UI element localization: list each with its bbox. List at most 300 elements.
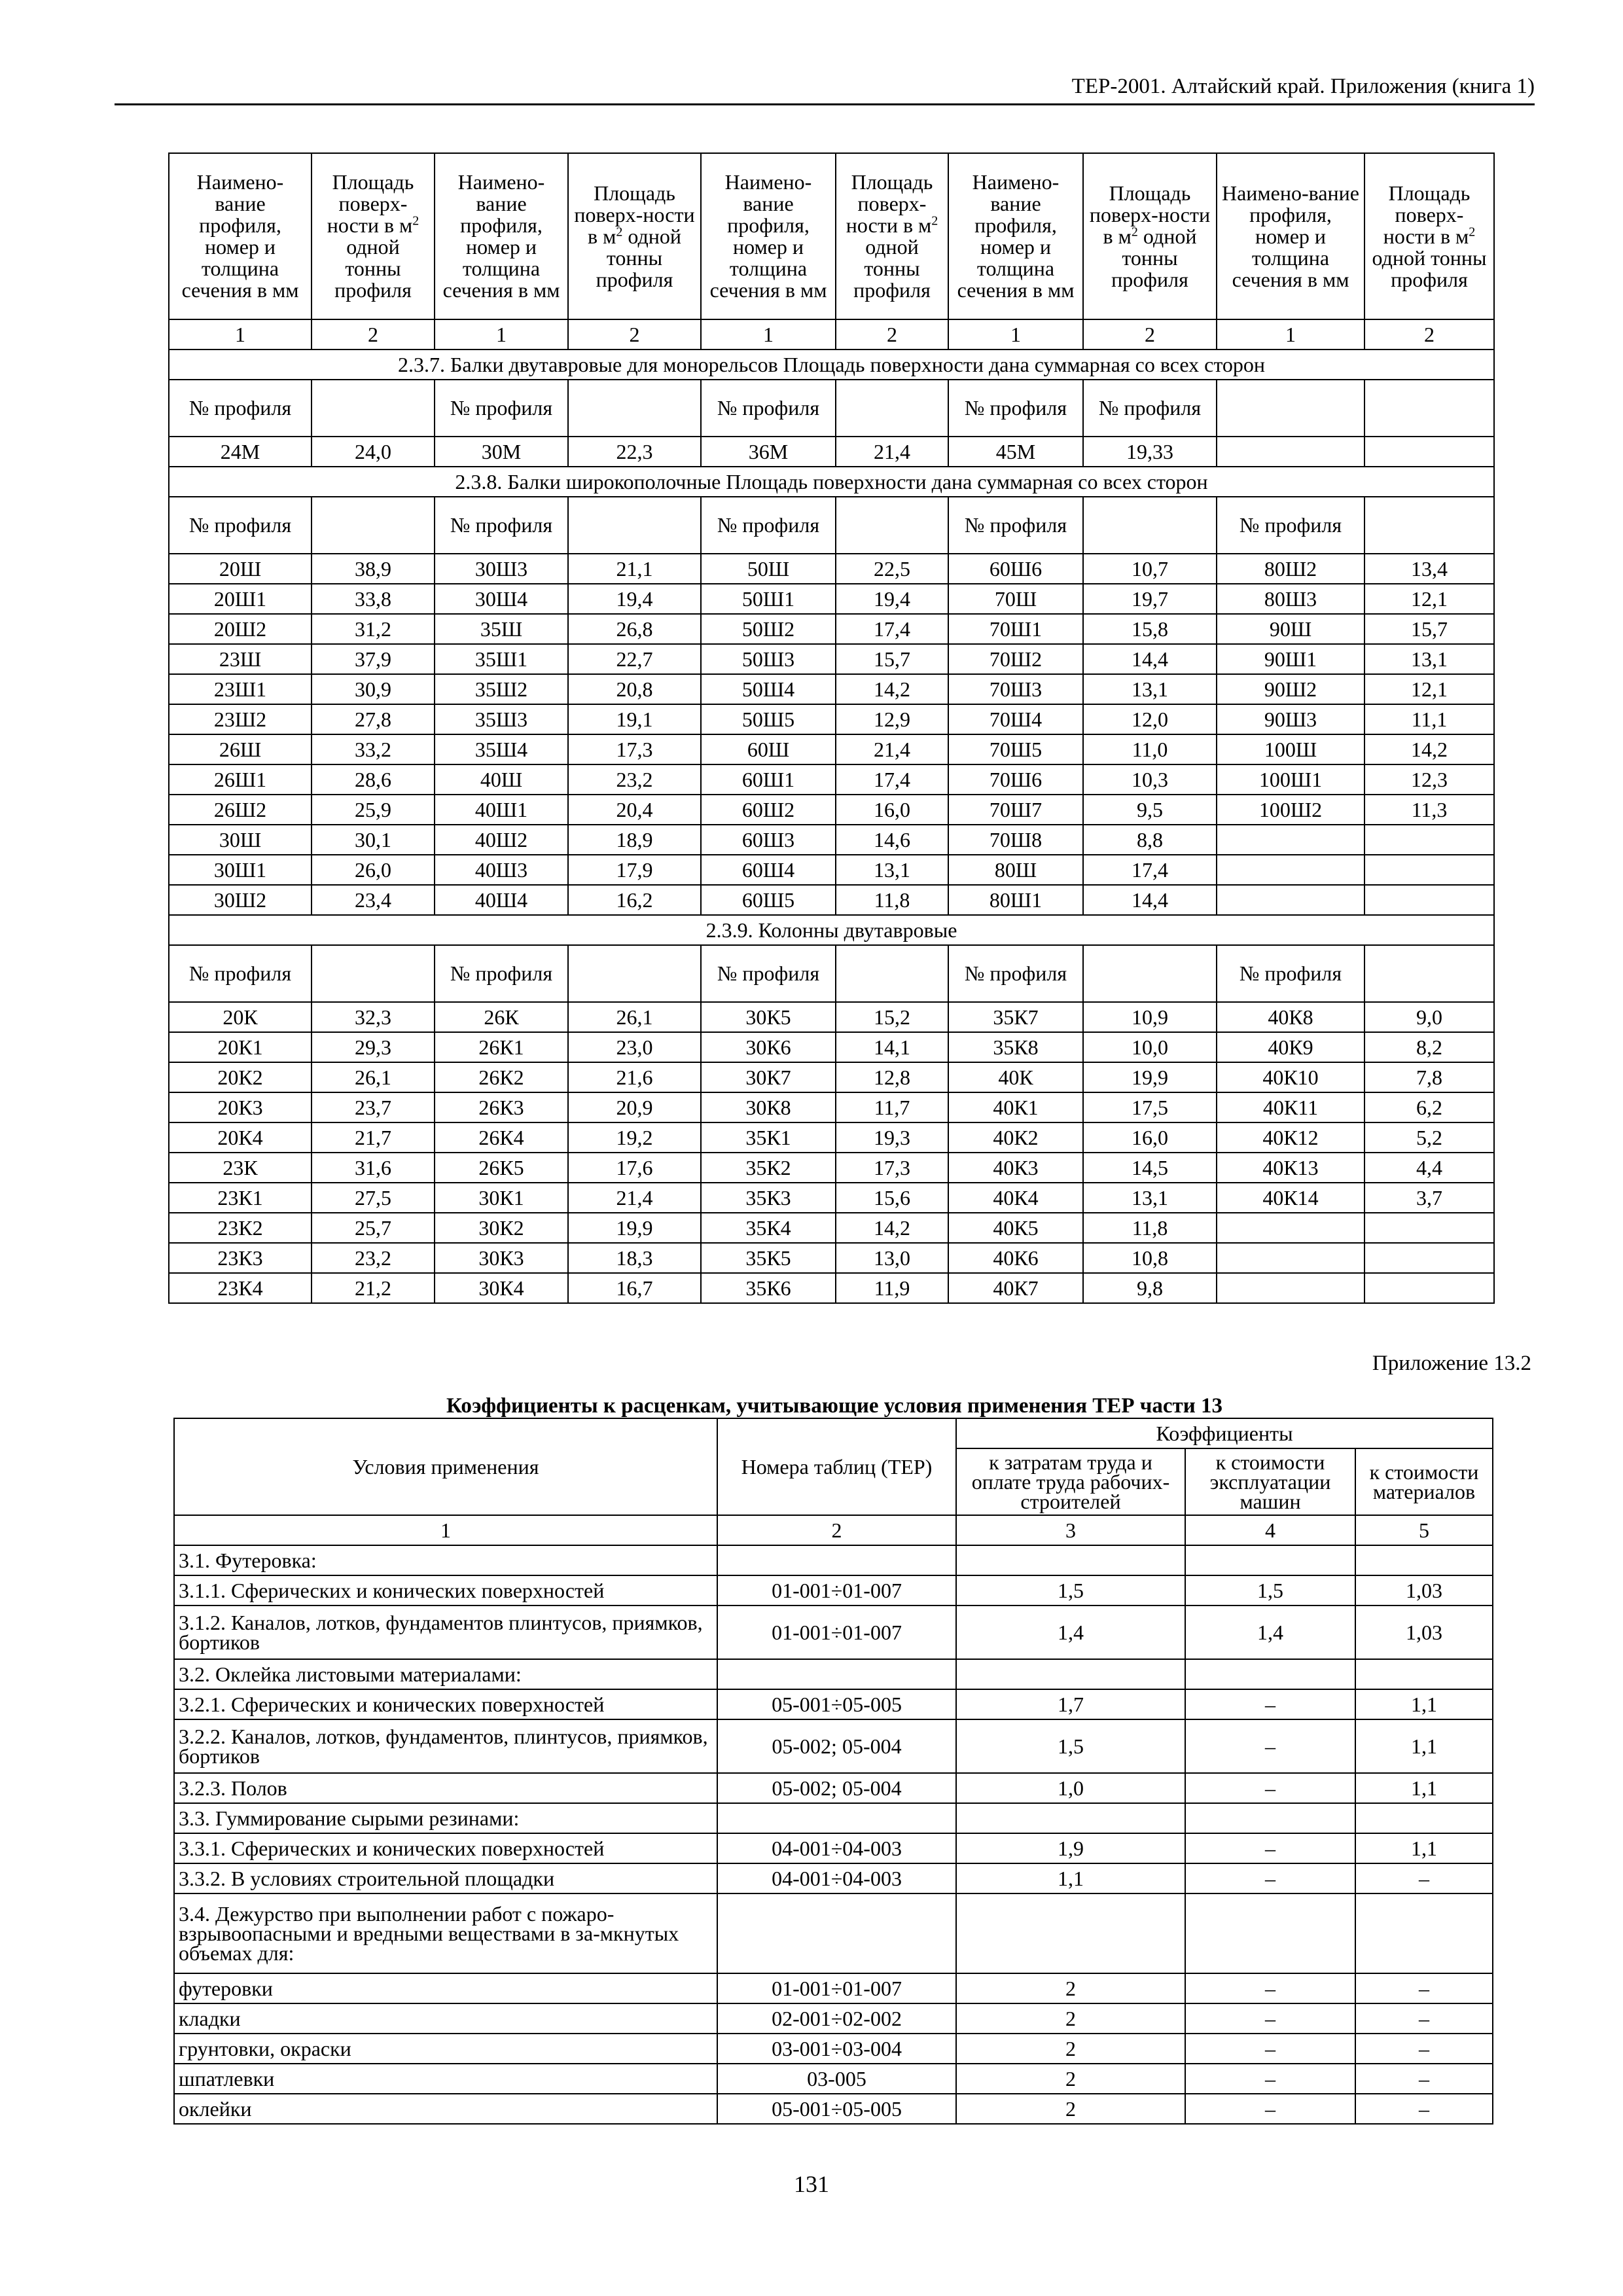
profile-name: 26К5: [435, 1153, 568, 1183]
profile-name: 26Ш2: [169, 795, 312, 825]
profile-name: 30К5: [701, 1002, 836, 1032]
profile-name: 40К5: [948, 1213, 1083, 1243]
profile-name: 80Ш1: [948, 885, 1083, 915]
surface-area: 21,4: [836, 734, 948, 764]
profile-name: 80Ш2: [1217, 554, 1364, 584]
surface-area: 21,7: [312, 1122, 435, 1153]
t1-subheader-row: [169, 497, 1494, 554]
surface-area: 19,2: [568, 1122, 701, 1153]
subheader-cell: № профиля: [948, 945, 1083, 1002]
profile-name: 40Ш3: [435, 855, 568, 885]
subheader-cell: № профиля: [948, 380, 1083, 437]
profile-name: 40К4: [948, 1183, 1083, 1213]
labor-coef: 1,0: [956, 1773, 1185, 1803]
material-coef: [1355, 1659, 1493, 1689]
profile-name: 26К3: [435, 1092, 568, 1122]
surface-area: 23,4: [312, 885, 435, 915]
surface-area: 19,4: [836, 584, 948, 614]
surface-area: 5,2: [1364, 1122, 1494, 1153]
table-row: [174, 2003, 1493, 2034]
t1-header-cell: Площадь поверх-ности в $м^2$ одной тонны профиля: [312, 153, 435, 319]
surface-area: 21,4: [568, 1183, 701, 1213]
table-row: [169, 1092, 1494, 1122]
condition: 3.2.1. Сферических и конических поверхностей: [174, 1689, 717, 1719]
t1-header-cell: Наимено-вание профиля, номер и толщина сечения в мм: [948, 153, 1083, 319]
subheader-cell: [312, 497, 435, 554]
surface-area: 23,7: [312, 1092, 435, 1122]
surface-area: 26,1: [568, 1002, 701, 1032]
condition: грунтовки, окраски: [174, 2034, 717, 2064]
profile-name: 30К6: [701, 1032, 836, 1062]
profile-name: 30Ш4: [435, 584, 568, 614]
profile-name: 40Ш4: [435, 885, 568, 915]
condition: 3.3.2. В условиях строительной площадки: [174, 1863, 717, 1893]
table-row: [174, 1575, 1493, 1605]
surface-area: 37,9: [312, 644, 435, 674]
surface-area: 9,8: [1083, 1273, 1217, 1303]
table-row: [174, 1773, 1493, 1803]
profile-name: 100Ш: [1217, 734, 1364, 764]
subheader-cell: [836, 497, 948, 554]
machine-coef: –: [1185, 1719, 1355, 1773]
table-numbers: 05-001÷05-005: [717, 2094, 956, 2124]
labor-coef: [956, 1659, 1185, 1689]
condition: кладки: [174, 2003, 717, 2034]
t2-column-number-row: [174, 1515, 1493, 1545]
surface-area: 30,9: [312, 674, 435, 704]
section-title: 2.3.9. Колонны двутавровые: [169, 915, 1494, 945]
machine-coef: 1,4: [1185, 1605, 1355, 1659]
profile-name: 35К8: [948, 1032, 1083, 1062]
profile-name: 60Ш: [701, 734, 836, 764]
surface-area: 14,1: [836, 1032, 948, 1062]
surface-area: [1364, 437, 1494, 467]
profile-name: 70Ш8: [948, 825, 1083, 855]
t1-header-cell: Наимено-вание профиля, номер и толщина сечения в мм: [1217, 153, 1364, 319]
machine-coef: [1185, 1803, 1355, 1833]
table-numbers: [717, 1659, 956, 1689]
surface-area: 11,9: [836, 1273, 948, 1303]
section-title: 2.3.8. Балки широкополочные Площадь поверхности дана суммарная со всех сторон: [169, 467, 1494, 497]
profile-name: 30Ш: [169, 825, 312, 855]
t1-header-row: [169, 153, 1494, 319]
table-row: [174, 1659, 1493, 1689]
condition: 3.1.2. Каналов, лотков, фундаментов плинтусов, приямков, бортиков: [174, 1605, 717, 1659]
profile-name: 50Ш5: [701, 704, 836, 734]
surface-area: 11,3: [1364, 795, 1494, 825]
t1-header-cell: Наимено-вание профиля, номер и толщина сечения в мм: [169, 153, 312, 319]
profile-name: 30Ш2: [169, 885, 312, 915]
t2-head-materials: к стоимости материалов: [1355, 1448, 1493, 1515]
subheader-cell: № профиля: [1083, 380, 1217, 437]
table-row: [169, 1062, 1494, 1092]
surface-area: 3,7: [1364, 1183, 1494, 1213]
surface-area: 15,7: [1364, 614, 1494, 644]
profile-name: 26К: [435, 1002, 568, 1032]
profile-name: 20Ш2: [169, 614, 312, 644]
table-row: [169, 1153, 1494, 1183]
profile-name: 23Ш: [169, 644, 312, 674]
surface-area: 27,8: [312, 704, 435, 734]
profile-name: 35К1: [701, 1122, 836, 1153]
t1-column-number: 1: [1217, 319, 1364, 350]
profile-name: 30К4: [435, 1273, 568, 1303]
surface-area: 29,3: [312, 1032, 435, 1062]
surface-area: 8,8: [1083, 825, 1217, 855]
surface-area: 14,4: [1083, 644, 1217, 674]
profile-name: 40К12: [1217, 1122, 1364, 1153]
surface-area: 26,1: [312, 1062, 435, 1092]
machine-coef: –: [1185, 2034, 1355, 2064]
surface-area: 13,1: [1364, 644, 1494, 674]
surface-area: 33,8: [312, 584, 435, 614]
table-row: [174, 1803, 1493, 1833]
table-row: [174, 1893, 1493, 1973]
surface-area: 13,1: [1083, 1183, 1217, 1213]
table-row: [169, 1213, 1494, 1243]
condition: 3.3. Гуммирование сырыми резинами:: [174, 1803, 717, 1833]
profile-name: 30К2: [435, 1213, 568, 1243]
surface-area: 21,2: [312, 1273, 435, 1303]
subheader-cell: № профиля: [1217, 945, 1364, 1002]
labor-coef: 2: [956, 2003, 1185, 2034]
table-row: [169, 644, 1494, 674]
profile-name: 90Ш: [1217, 614, 1364, 644]
labor-coef: 1,4: [956, 1605, 1185, 1659]
surface-area: 20,4: [568, 795, 701, 825]
surface-area: 17,5: [1083, 1092, 1217, 1122]
t2-column-number: 2: [717, 1515, 956, 1545]
material-coef: [1355, 1893, 1493, 1973]
table-numbers: 04-001÷04-003: [717, 1833, 956, 1863]
surface-area: 7,8: [1364, 1062, 1494, 1092]
surface-area: 20,9: [568, 1092, 701, 1122]
labor-coef: 2: [956, 2034, 1185, 2064]
profile-name: 40Ш: [435, 764, 568, 795]
surface-area: 21,4: [836, 437, 948, 467]
profile-name: 40К9: [1217, 1032, 1364, 1062]
surface-area: 10,3: [1083, 764, 1217, 795]
table-numbers: [717, 1803, 956, 1833]
subheader-cell: № профиля: [169, 380, 312, 437]
surface-area: [1364, 885, 1494, 915]
profile-name: 60Ш6: [948, 554, 1083, 584]
surface-area: 17,6: [568, 1153, 701, 1183]
surface-area: 22,7: [568, 644, 701, 674]
profile-name: 23К3: [169, 1243, 312, 1273]
surface-area: 8,2: [1364, 1032, 1494, 1062]
surface-area: 9,0: [1364, 1002, 1494, 1032]
surface-area: 18,3: [568, 1243, 701, 1273]
surface-area: 11,8: [836, 885, 948, 915]
surface-area: 12,1: [1364, 674, 1494, 704]
surface-area: 14,2: [836, 1213, 948, 1243]
profile-name: 23Ш1: [169, 674, 312, 704]
profile-name: 35К7: [948, 1002, 1083, 1032]
surface-area: 12,3: [1364, 764, 1494, 795]
profile-name: 23К1: [169, 1183, 312, 1213]
surface-area: 12,8: [836, 1062, 948, 1092]
material-coef: –: [1355, 2003, 1493, 2034]
t2-column-number: 1: [174, 1515, 717, 1545]
table-numbers: [717, 1893, 956, 1973]
t1-column-number: 2: [1364, 319, 1494, 350]
table-numbers: 05-002; 05-004: [717, 1773, 956, 1803]
profile-name: 40К: [948, 1062, 1083, 1092]
machine-coef: [1185, 1545, 1355, 1575]
table-row: [169, 1002, 1494, 1032]
table-row: [169, 764, 1494, 795]
profile-name: 35К3: [701, 1183, 836, 1213]
profile-name: 70Ш2: [948, 644, 1083, 674]
subheader-cell: [568, 945, 701, 1002]
profile-name: 30К1: [435, 1183, 568, 1213]
surface-area: 10,8: [1083, 1243, 1217, 1273]
profile-name: 50Ш2: [701, 614, 836, 644]
machine-coef: 1,5: [1185, 1575, 1355, 1605]
labor-coef: [956, 1803, 1185, 1833]
profile-name: 30К3: [435, 1243, 568, 1273]
condition: 3.3.1. Сферических и конических поверхностей: [174, 1833, 717, 1863]
surface-area: 10,0: [1083, 1032, 1217, 1062]
material-coef: –: [1355, 1863, 1493, 1893]
profile-name: 30К8: [701, 1092, 836, 1122]
table-numbers: 02-001÷02-002: [717, 2003, 956, 2034]
labor-coef: [956, 1545, 1185, 1575]
profile-name: 35К6: [701, 1273, 836, 1303]
profile-name: 40К11: [1217, 1092, 1364, 1122]
condition: 3.2.3. Полов: [174, 1773, 717, 1803]
machine-coef: –: [1185, 2003, 1355, 2034]
surface-area: 16,0: [1083, 1122, 1217, 1153]
t1-column-number-row: [169, 319, 1494, 350]
profile-name: 40Ш1: [435, 795, 568, 825]
profile-name: [1217, 1273, 1364, 1303]
table-row: [169, 1032, 1494, 1062]
profile-name: 20К4: [169, 1122, 312, 1153]
surface-area: 17,3: [568, 734, 701, 764]
labor-coef: 2: [956, 2064, 1185, 2094]
table-row: [174, 1545, 1493, 1575]
material-coef: 1,03: [1355, 1605, 1493, 1659]
surface-area: 12,1: [1364, 584, 1494, 614]
t1-subheader-row: [169, 945, 1494, 1002]
condition: 3.1.1. Сферических и конических поверхностей: [174, 1575, 717, 1605]
surface-area: 19,9: [568, 1213, 701, 1243]
surface-area: [1364, 1273, 1494, 1303]
profile-name: 70Ш7: [948, 795, 1083, 825]
surface-area: 38,9: [312, 554, 435, 584]
surface-area: 21,1: [568, 554, 701, 584]
surface-area: 21,6: [568, 1062, 701, 1092]
surface-area: 19,33: [1083, 437, 1217, 467]
surface-area: 19,7: [1083, 584, 1217, 614]
profile-name: 26К4: [435, 1122, 568, 1153]
t2-head-conditions: Условия применения: [174, 1418, 717, 1515]
surface-area: 14,5: [1083, 1153, 1217, 1183]
labor-coef: [956, 1893, 1185, 1973]
profile-name: 20К2: [169, 1062, 312, 1092]
profile-name: 26Ш: [169, 734, 312, 764]
material-coef: 1,1: [1355, 1833, 1493, 1863]
material-coef: 1,1: [1355, 1689, 1493, 1719]
machine-coef: –: [1185, 1863, 1355, 1893]
surface-area: 13,1: [836, 855, 948, 885]
profile-name: 30М: [435, 437, 568, 467]
table-row: [169, 437, 1494, 467]
table-numbers: 03-005: [717, 2064, 956, 2094]
profile-name: 50Ш3: [701, 644, 836, 674]
subheader-cell: [312, 380, 435, 437]
subheader-cell: № профиля: [701, 497, 836, 554]
labor-coef: 1,1: [956, 1863, 1185, 1893]
profile-name: 60Ш2: [701, 795, 836, 825]
surface-area: 19,4: [568, 584, 701, 614]
t2-head-machines: к стоимости эксплуатации машин: [1185, 1448, 1355, 1515]
labor-coef: 1,7: [956, 1689, 1185, 1719]
surface-area: 32,3: [312, 1002, 435, 1032]
t1-header-cell: Площадь поверх-ности в $м^2$ одной тонны профиля: [1364, 153, 1494, 319]
surface-area: 27,5: [312, 1183, 435, 1213]
material-coef: 1,1: [1355, 1773, 1493, 1803]
material-coef: –: [1355, 2064, 1493, 2094]
table-row: [169, 554, 1494, 584]
profile-name: 23К: [169, 1153, 312, 1183]
subheader-cell: [836, 380, 948, 437]
subheader-cell: № профиля: [948, 497, 1083, 554]
profile-name: 70Ш6: [948, 764, 1083, 795]
profile-name: 26К1: [435, 1032, 568, 1062]
profile-name: 35Ш3: [435, 704, 568, 734]
condition: 3.2. Оклейка листовыми материалами:: [174, 1659, 717, 1689]
profile-name: 60Ш5: [701, 885, 836, 915]
machine-coef: –: [1185, 1833, 1355, 1863]
surface-area: 23,0: [568, 1032, 701, 1062]
material-coef: 1,03: [1355, 1575, 1493, 1605]
page-number: 131: [794, 2171, 829, 2197]
profile-name: 90Ш1: [1217, 644, 1364, 674]
condition: 3.2.2. Каналов, лотков, фундаментов, плинтусов, приямков, бортиков: [174, 1719, 717, 1773]
profile-name: 35Ш: [435, 614, 568, 644]
subheader-cell: [836, 945, 948, 1002]
surface-area: 16,2: [568, 885, 701, 915]
section-title: 2.3.7. Балки двутавровые для монорельсов Площадь поверхности дана суммарная со всех сторон: [169, 350, 1494, 380]
table-numbers: 04-001÷04-003: [717, 1863, 956, 1893]
surface-area: 13,4: [1364, 554, 1494, 584]
profile-name: 35Ш1: [435, 644, 568, 674]
surface-area: 31,6: [312, 1153, 435, 1183]
surface-area: 19,1: [568, 704, 701, 734]
profile-name: [1217, 885, 1364, 915]
material-coef: –: [1355, 2034, 1493, 2064]
t1-header-cell: Наимено-вание профиля, номер и толщина сечения в мм: [435, 153, 568, 319]
subheader-cell: № профиля: [435, 945, 568, 1002]
table-row: [169, 855, 1494, 885]
subheader-cell: [1364, 380, 1494, 437]
surface-area: 12,0: [1083, 704, 1217, 734]
table-numbers: [717, 1545, 956, 1575]
profile-name: 50Ш: [701, 554, 836, 584]
table-row: [174, 2064, 1493, 2094]
surface-area: 11,8: [1083, 1213, 1217, 1243]
subheader-cell: № профиля: [435, 380, 568, 437]
surface-area: 14,6: [836, 825, 948, 855]
surface-area: 30,1: [312, 825, 435, 855]
table-row: [169, 1243, 1494, 1273]
profile-name: 50Ш1: [701, 584, 836, 614]
machine-coef: –: [1185, 1973, 1355, 2003]
subheader-cell: [1083, 945, 1217, 1002]
profile-name: [1217, 825, 1364, 855]
table-row: [169, 734, 1494, 764]
table-row: [169, 584, 1494, 614]
t1-column-number: 2: [836, 319, 948, 350]
labor-coef: 1,5: [956, 1719, 1185, 1773]
table-row: [174, 2094, 1493, 2124]
profile-name: 35К5: [701, 1243, 836, 1273]
surface-area: [1364, 855, 1494, 885]
surface-area: 23,2: [312, 1243, 435, 1273]
machine-coef: –: [1185, 1689, 1355, 1719]
t1-header-cell: Площадь поверх-ности в $м^2$ одной тонны профиля: [568, 153, 701, 319]
profile-name: 23К2: [169, 1213, 312, 1243]
surface-area: 15,2: [836, 1002, 948, 1032]
table-row: [174, 2034, 1493, 2064]
table-numbers: 01-001÷01-007: [717, 1605, 956, 1659]
table-numbers: 05-001÷05-005: [717, 1689, 956, 1719]
profile-name: 100Ш1: [1217, 764, 1364, 795]
condition: 3.1. Футеровка:: [174, 1545, 717, 1575]
surface-area: 16,7: [568, 1273, 701, 1303]
material-coef: 1,1: [1355, 1719, 1493, 1773]
t2-header-row-1: [174, 1418, 1493, 1448]
profile-name: 24М: [169, 437, 312, 467]
profile-name: 70Ш3: [948, 674, 1083, 704]
table-row: [169, 825, 1494, 855]
surface-area: 25,7: [312, 1213, 435, 1243]
profile-name: 80Ш3: [1217, 584, 1364, 614]
table-row: [169, 795, 1494, 825]
table-numbers: 03-001÷03-004: [717, 2034, 956, 2064]
surface-area: 15,7: [836, 644, 948, 674]
profile-name: 90Ш3: [1217, 704, 1364, 734]
labor-coef: 2: [956, 1973, 1185, 2003]
t2-column-number: 3: [956, 1515, 1185, 1545]
surface-area: 33,2: [312, 734, 435, 764]
profile-name: 40Ш2: [435, 825, 568, 855]
profile-name: 70Ш1: [948, 614, 1083, 644]
surface-area: 18,9: [568, 825, 701, 855]
profile-name: [1217, 437, 1364, 467]
table-numbers: 01-001÷01-007: [717, 1575, 956, 1605]
subheader-cell: № профиля: [169, 497, 312, 554]
surface-area: 16,0: [836, 795, 948, 825]
subheader-cell: [568, 380, 701, 437]
subheader-cell: [1083, 497, 1217, 554]
t1-header-cell: Наимено-вание профиля, номер и толщина сечения в мм: [701, 153, 836, 319]
coefficients-table-title: Коэффициенты к расценкам, учитывающие условия применения ТЕР части 13: [446, 1394, 1222, 1418]
profile-name: 40К3: [948, 1153, 1083, 1183]
profile-name: 20Ш: [169, 554, 312, 584]
subheader-cell: № профиля: [169, 945, 312, 1002]
surface-area: 17,9: [568, 855, 701, 885]
profile-name: 40К6: [948, 1243, 1083, 1273]
surface-area: 25,9: [312, 795, 435, 825]
surface-area: 17,4: [836, 764, 948, 795]
machine-coef: [1185, 1893, 1355, 1973]
surface-area: 14,2: [836, 674, 948, 704]
t1-section-title-row: [169, 467, 1494, 497]
